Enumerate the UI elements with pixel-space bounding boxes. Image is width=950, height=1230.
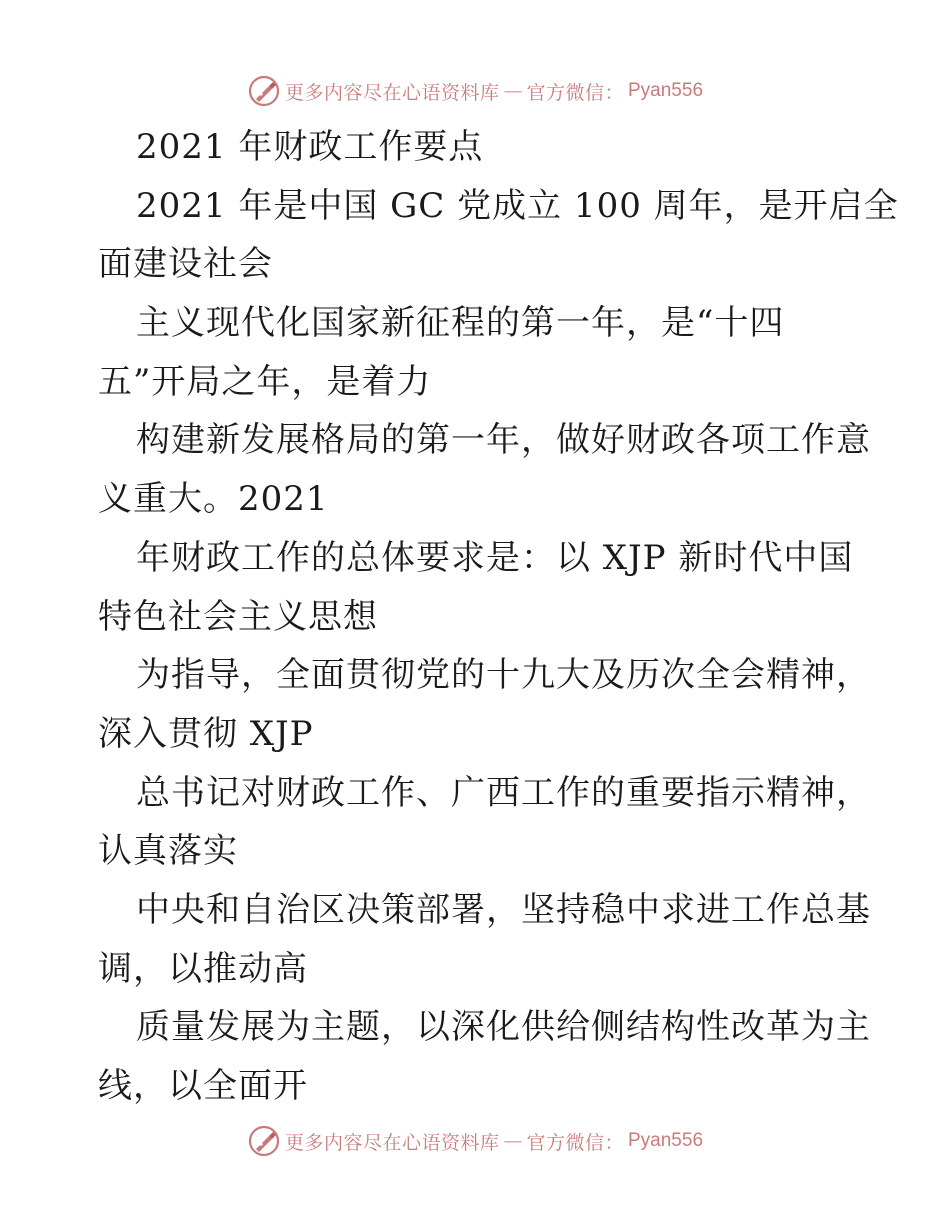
footer-watermark: [0, 1121, 950, 1161]
document-line: 五”开局之年，是着力: [98, 361, 432, 402]
document-line: 年财政工作的总体要求是：以 XJP 新时代中国: [136, 537, 854, 578]
document-line: 义重大。2021: [98, 479, 329, 520]
watermark-wechat-id: Pyan556: [628, 80, 704, 101]
watermark-main-text: 更多内容尽在心语资料库: [284, 81, 500, 104]
document-line: 2021 年是中国 GC 党成立 100 周年，是开启全: [136, 185, 899, 226]
pen-nib-logo-icon: [247, 74, 281, 108]
document-line: 特色社会主义思想: [98, 596, 378, 637]
watermark-wechat-id: Pyan556: [628, 1130, 704, 1151]
document-line: 中央和自治区决策部署，坚持稳中求进工作总基: [136, 889, 871, 930]
document-title: 2021 年财政工作要点: [136, 127, 484, 167]
watermark-separator: —: [503, 1130, 523, 1152]
document-line: 面建设社会: [98, 244, 273, 285]
document-line: 总书记对财政工作、广西工作的重要指示精神，: [136, 772, 871, 813]
document-body: [98, 118, 899, 1116]
document-line: 构建新发展格局的第一年，做好财政各项工作意: [136, 420, 871, 461]
watermark-main-text: 更多内容尽在心语资料库: [284, 1131, 500, 1154]
document-line: 为指导，全面贯彻党的十九大及历次全会精神，: [136, 655, 871, 696]
document-line: 调，以推动高: [98, 948, 308, 989]
pen-nib-logo-icon: [247, 1124, 281, 1158]
document-line: 认真落实: [98, 831, 238, 872]
watermark-wechat-label: 官方微信：: [526, 1131, 624, 1154]
document-line: 深入贯彻 XJP: [98, 713, 314, 754]
document-line: 质量发展为主题，以深化供给侧结构性改革为主: [136, 1007, 871, 1048]
watermark-separator: —: [503, 80, 523, 102]
document-line: 线，以全面开: [98, 1066, 308, 1106]
document-line: 主义现代化国家新征程的第一年，是“十四: [136, 303, 785, 344]
header-watermark: [0, 71, 950, 111]
watermark-wechat-label: 官方微信：: [526, 81, 624, 104]
